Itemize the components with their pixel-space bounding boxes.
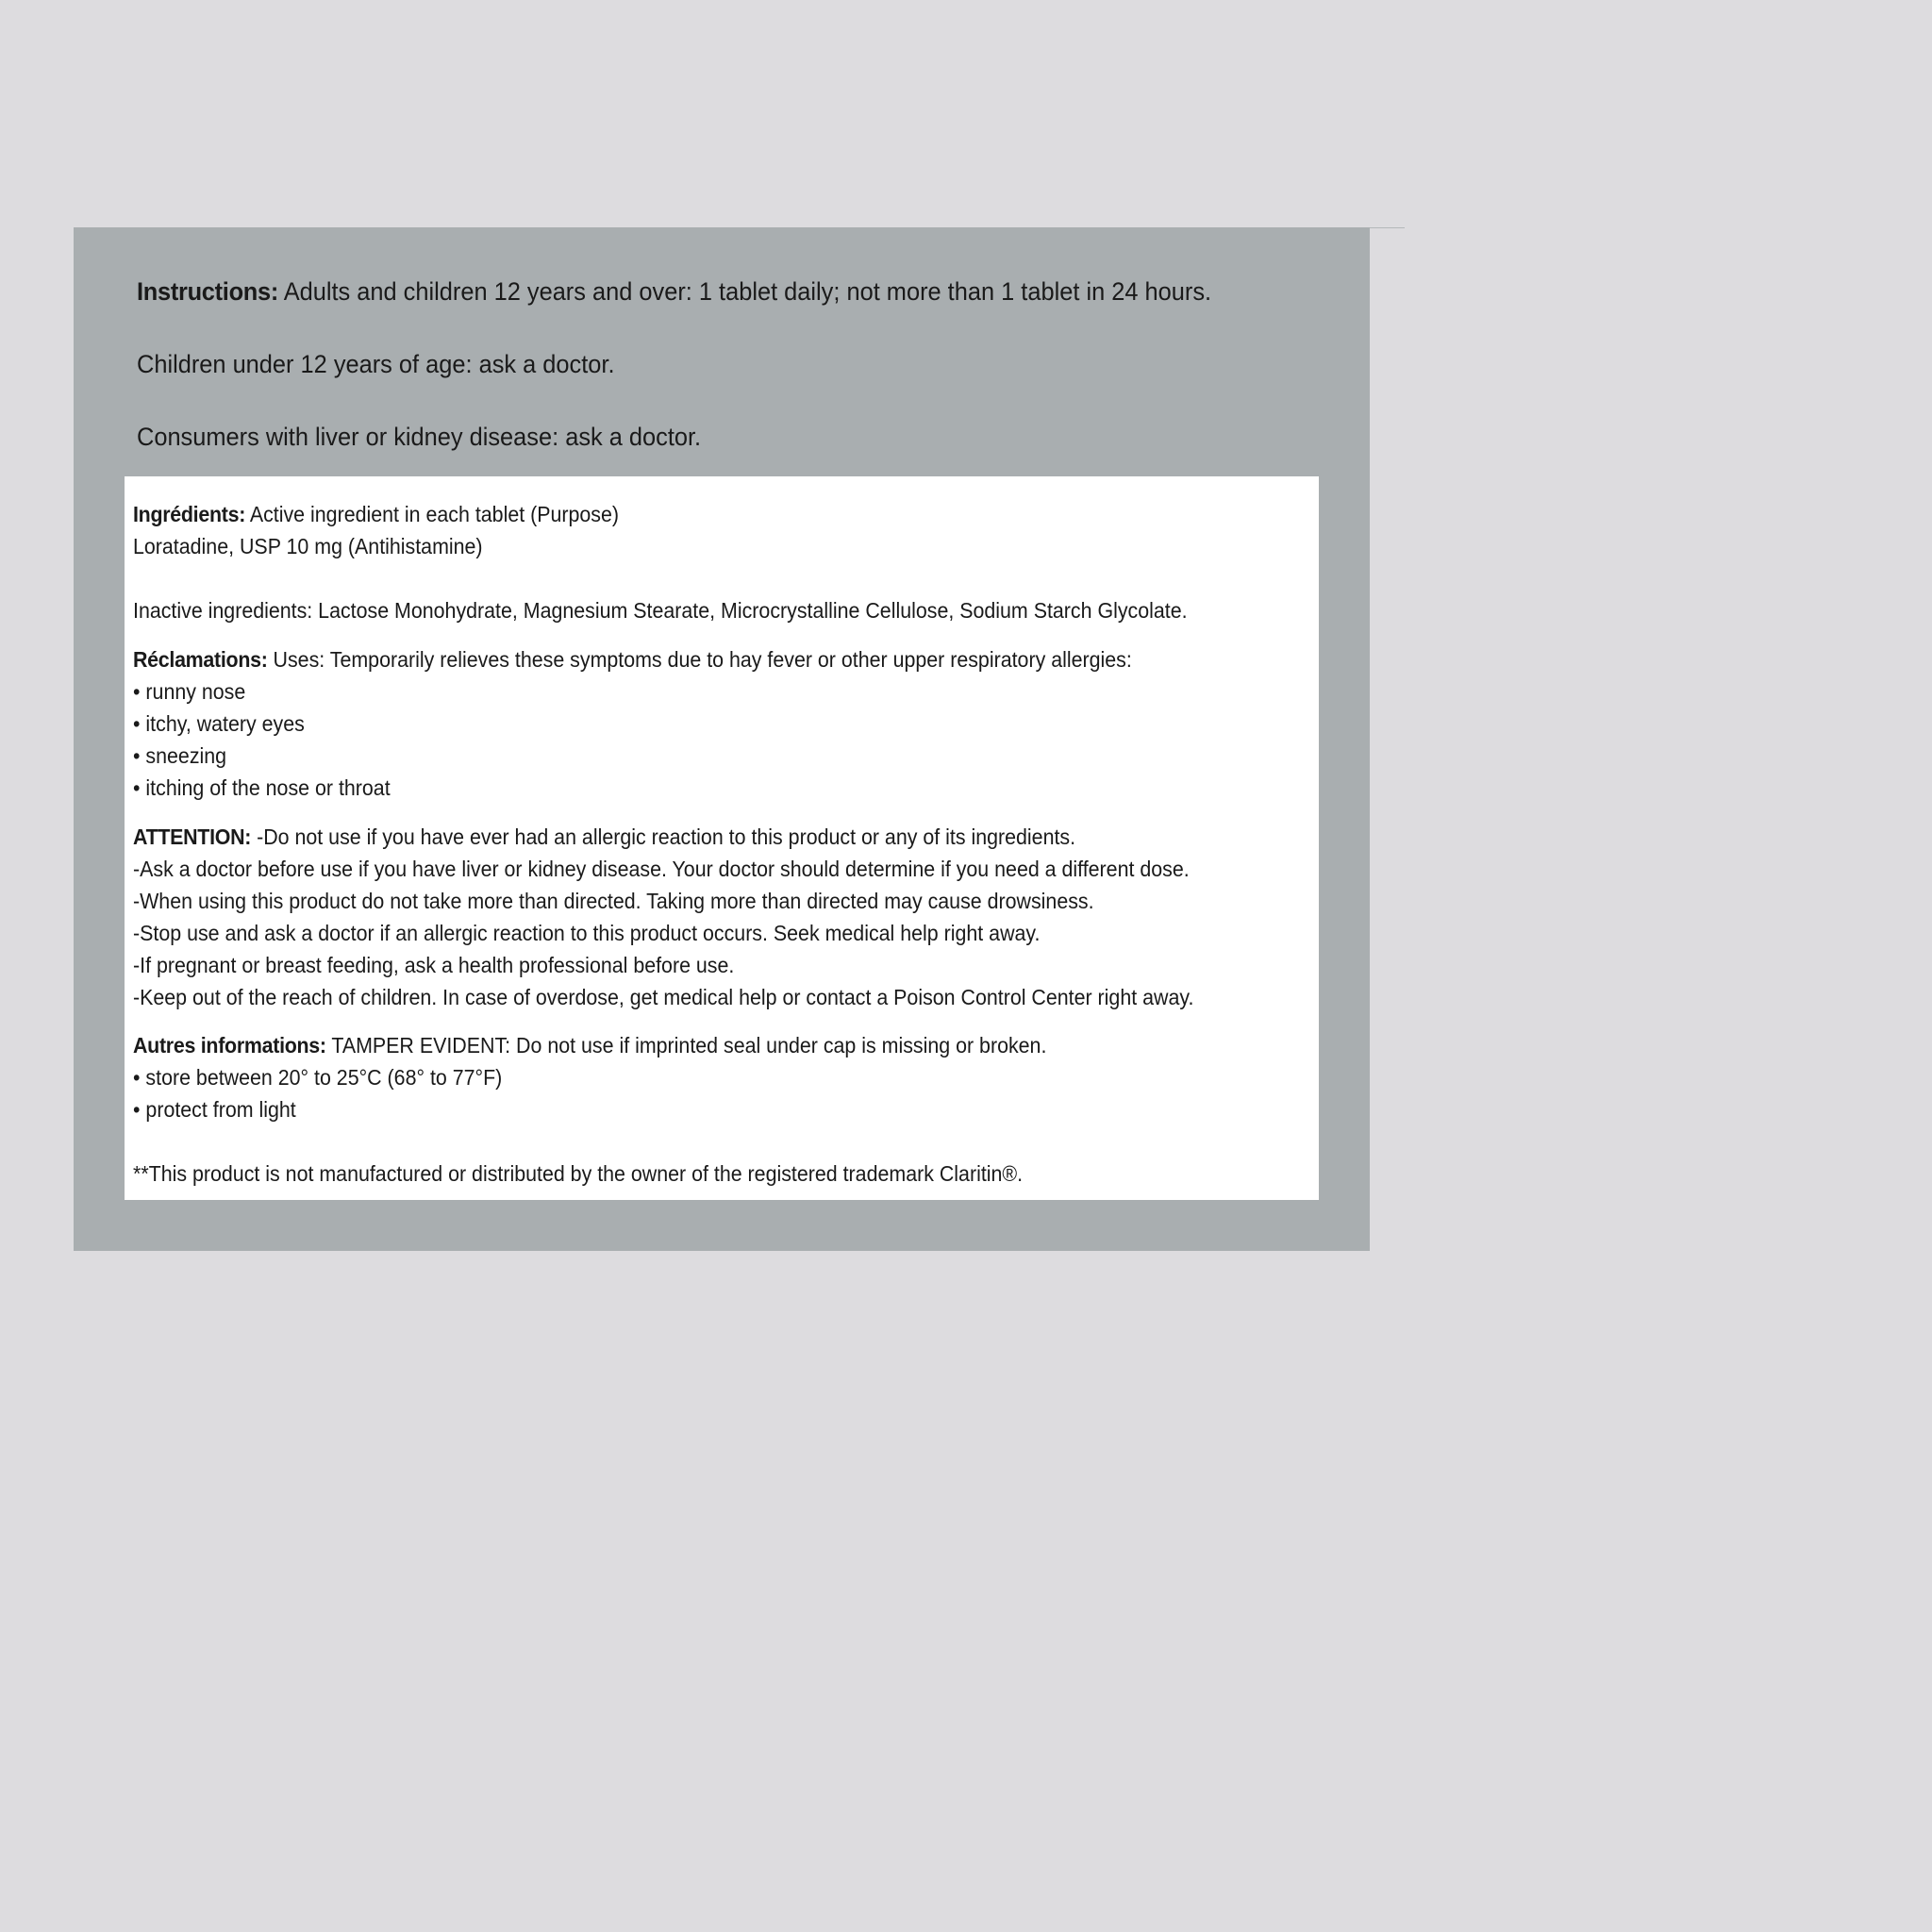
instructions-text: Adults and children 12 years and over: 1 tablet daily; not more than 1 tablet in 24 hours.: [283, 277, 1212, 306]
attention-line: -When using this product do not take more than directed. Taking more than directed may cause drowsiness.: [133, 889, 1094, 913]
other-info-heading: [133, 1032, 1046, 1058]
ingredients-heading-text: Active ingredient in each tablet (Purpose): [249, 502, 620, 526]
claims-text: Uses: Temporarily relieves these symptoms due to hay fever or other upper respiratory allergies:: [273, 647, 1132, 672]
list-item: • store between 20° to 25°C (68° to 77°F): [133, 1065, 503, 1090]
attention-line: -If pregnant or breast feeding, ask a health professional before use.: [133, 953, 735, 977]
attention-line: -Stop use and ask a doctor if an allergic reaction to this product occurs. Seek medical help right away.: [133, 921, 1041, 945]
inactive-ingredients: Inactive ingredients: Lactose Monohydrate, Magnesium Stearate, Microcrystalline Cellulose, Sodium Starch Glycolate.: [133, 598, 1188, 623]
ingredients-label: Ingrédients:: [133, 502, 246, 526]
panel-edge-line: [1370, 227, 1405, 228]
list-item: • protect from light: [133, 1097, 296, 1122]
consumers-note: Consumers with liver or kidney disease: ask a doctor.: [137, 423, 702, 451]
instructions-label: Instructions:: [137, 277, 279, 306]
attention-first: -Do not use if you have ever had an allergic reaction to this product or any of its ingredients.: [257, 824, 1076, 849]
other-info-text: TAMPER EVIDENT: Do not use if imprinted seal under cap is missing or broken.: [331, 1033, 1047, 1058]
list-item: • itchy, watery eyes: [133, 711, 305, 736]
trademark-disclaimer: **This product is not manufactured or distributed by the owner of the registered trademark Claritin®.: [133, 1161, 1024, 1186]
attention-label: ATTENTION:: [133, 824, 252, 849]
list-item: • sneezing: [133, 743, 227, 768]
list-item: • runny nose: [133, 679, 246, 704]
children-note: Children under 12 years of age: ask a doctor.: [137, 350, 615, 378]
attention-heading: [133, 824, 1075, 850]
attention-line: -Ask a doctor before use if you have liver or kidney disease. Your doctor should determine if you need a different dose.: [133, 857, 1190, 881]
claims-label: Réclamations:: [133, 647, 268, 672]
other-info-label: Autres informations:: [133, 1033, 326, 1058]
attention-line: -Keep out of the reach of children. In case of overdose, get medical help or contact a Poison Control Center right away.: [133, 985, 1194, 1009]
list-item: • itching of the nose or throat: [133, 775, 391, 800]
ingredients-heading: [133, 501, 619, 527]
instructions-line: [137, 276, 1211, 307]
active-ingredient: Loratadine, USP 10 mg (Antihistamine): [133, 534, 483, 558]
drug-facts-card: [125, 476, 1319, 1200]
claims-heading: [133, 646, 1132, 673]
